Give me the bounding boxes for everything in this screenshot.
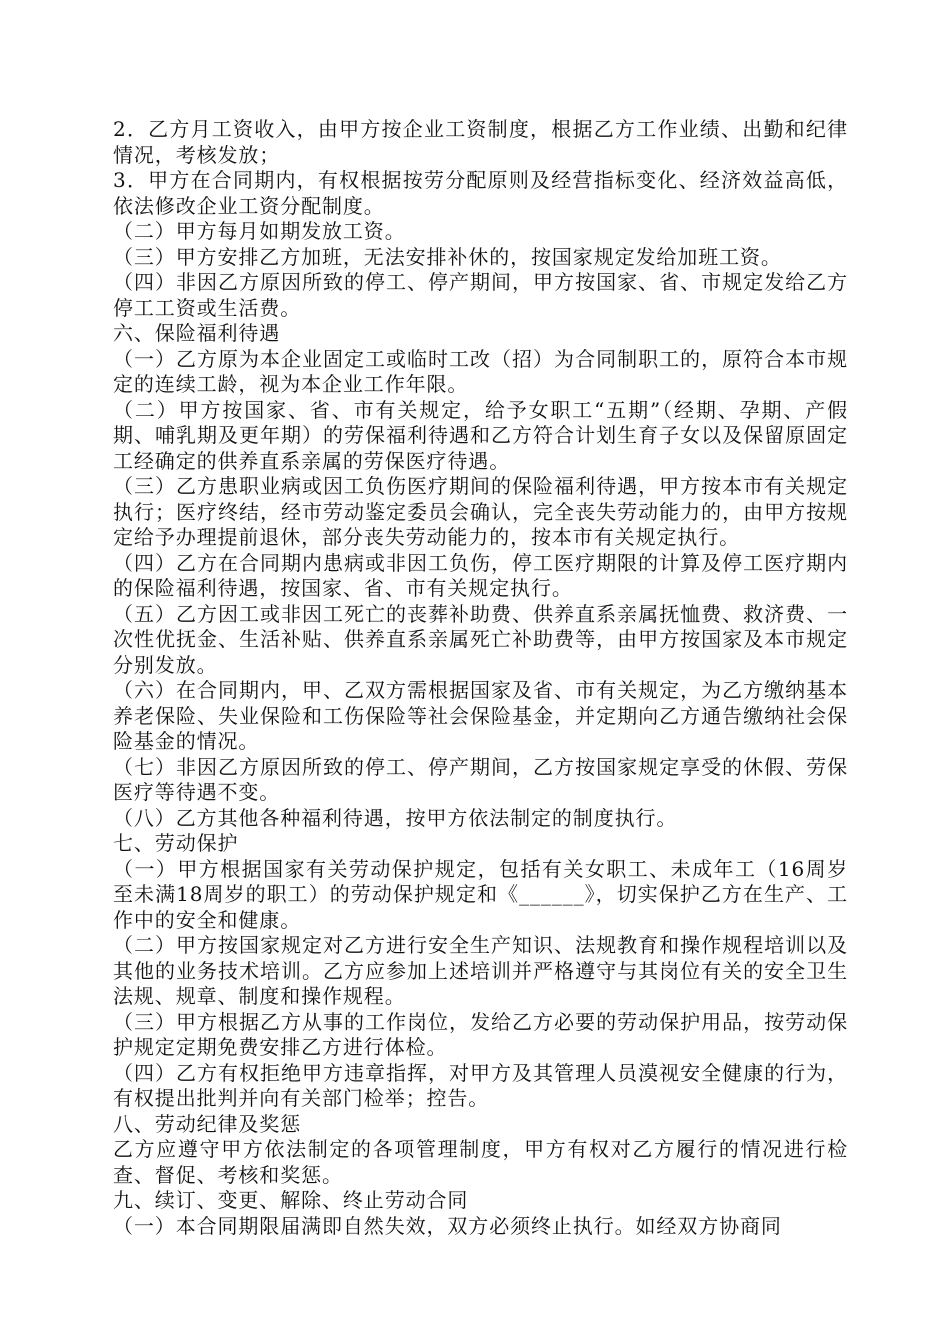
paragraph-wage-system-revision: 3．甲方在合同期内，有权根据按劳分配原则及经营指标变化、经济效益高低，依法修改企业工资分配制度。: [113, 168, 848, 218]
paragraph-safety-training: （二）甲方按国家规定对乙方进行安全生产知识、法规教育和操作规程培训以及其他的业务技术培训。乙方应参加上述培训并严格遵守与其岗位有关的安全卫生法规、规章、制度和操作规程。: [113, 933, 848, 1008]
paragraph-female-staff-benefits: （二）甲方按国家、省、市有关规定，给予女职工“五期”（经期、孕期、产假期、哺乳期及更年期）的劳保福利待遇和乙方符合计划生育子女以及保留原固定工经确定的供养直系亲属的劳保医疗待遇。: [113, 397, 848, 473]
paragraph-occupational-disease: （三）乙方患职业病或因工负伤医疗期间的保险福利待遇，甲方按本市有关规定执行；医疗终结，经市劳动鉴定委员会确认，完全丧失劳动能力的，由甲方按规定给予办理提前退休，部分丧失劳动能力的，按本市有关规定执行。: [113, 474, 848, 549]
paragraph-wage-assessment: 2．乙方月工资收入，由甲方按企业工资制度，根据乙方工作业绩、出勤和纪律情况，考核发放；: [113, 117, 848, 167]
paragraph-safety-protection: （一）甲方根据国家有关劳动保护规定，包括有关女职工、未成年工（16周岁至未满18周岁的职工）的劳动保护规定和《______》，切实保护乙方在生产、工作中的安全和健康。: [113, 856, 848, 932]
paragraph-contract-expiry: （一）本合同期限届满即自然失效，双方必须终止执行。如经双方协商同: [113, 1213, 782, 1238]
paragraph-discipline-rules: 乙方应遵守甲方依法制定的各项管理制度，甲方有权对乙方履行的情况进行检查、督促、考核和奖惩。: [113, 1137, 848, 1187]
paragraph-refuse-violations: （四）乙方有权拒绝甲方违章指挥，对甲方及其管理人员漠视安全健康的行为，有权提出批判并向有关部门检举；控告。: [113, 1060, 848, 1110]
section-heading-insurance-welfare: 六、保险福利待遇: [113, 321, 281, 345]
section-heading-labor-protection: 七、劳动保护: [113, 831, 239, 855]
paragraph-stoppage-benefits: （七）非因乙方原因所致的停工、停产期间，乙方按国家规定享受的休假、劳保医疗等待遇不变。: [113, 754, 848, 804]
section-heading-discipline: 八、劳动纪律及奖惩: [113, 1111, 302, 1136]
paragraph-sick-leave: （四）乙方在合同期内患病或非因工负伤，停工医疗期限的计算及停工医疗期内的保险福利待遇，按国家、省、市有关规定执行。: [113, 550, 848, 600]
paragraph-death-benefits: （五）乙方因工或非因工死亡的丧葬补助费、供养直系亲属抚恤费、救济费、一次性优抚金、生活补贴、供养直系亲属死亡补助费等，由甲方按国家及本市规定分别发放。: [113, 601, 848, 677]
paragraph-protective-equipment: （三）甲方根据乙方从事的工作岗位，发给乙方必要的劳动保护用品，按劳动保护规定定期免费安排乙方进行体检。: [113, 1009, 848, 1059]
section-heading-contract-changes: 九、续订、变更、解除、终止劳动合同: [113, 1188, 469, 1212]
paragraph-stoppage-pay: （四）非因乙方原因所致的停工、停产期间，甲方按国家、省、市规定发给乙方停工工资或生活费。: [113, 270, 848, 320]
paragraph-social-insurance: （六）在合同期内，甲、乙双方需根据国家及省、市有关规定，为乙方缴纳基本养老保险、失业保险和工伤保险等社会保险基金，并定期向乙方通告缴纳社会保险基金的情况。: [113, 678, 848, 753]
paragraph-other-benefits: （八）乙方其他各种福利待遇，按甲方依法制定的制度执行。: [113, 805, 678, 830]
paragraph-monthly-payment: （二）甲方每月如期发放工资。: [113, 219, 406, 243]
paragraph-service-years: （一）乙方原为本企业固定工或临时工改（招）为合同制职工的，原符合本市规定的连续工龄，视为本企业工作年限。: [113, 346, 848, 396]
document-page: [113, 117, 848, 1239]
paragraph-overtime-pay: （三）甲方安排乙方加班，无法安排补休的，按国家规定发给加班工资。: [113, 244, 782, 269]
